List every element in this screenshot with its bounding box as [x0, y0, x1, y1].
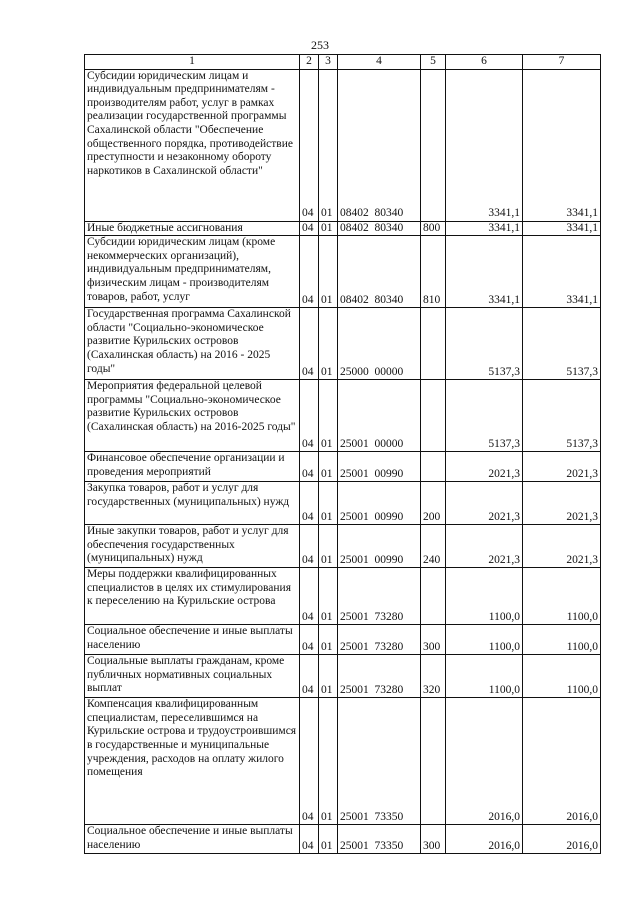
row-name-cell: Финансовое обеспечение организации и проведения мероприятий	[85, 452, 300, 482]
row-name-cell: Субсидии юридическим лицам (кроме некоммерческих организаций), индивидуальным предпринимателям, физическим лицам - производителям товаров, работ, услуг	[85, 236, 300, 308]
header-cell: 7	[523, 55, 601, 70]
row-target-article-cell: 25001 00990	[338, 525, 421, 568]
row-expense-type-cell: 320	[421, 655, 446, 698]
row-name-cell: Социальное обеспечение и иные выплаты населению	[85, 625, 300, 655]
row-target-article-cell: 25001 00000	[338, 380, 421, 452]
row-expense-type-cell	[421, 698, 446, 825]
row-section-cell: 04	[300, 625, 319, 655]
row-target-article-cell: 25001 73280	[338, 568, 421, 625]
row-target-article-cell: 08402 80340	[338, 69, 421, 221]
row-subsection-cell: 01	[319, 525, 338, 568]
row-name-cell: Субсидии юридическим лицам и индивидуальным предпринимателям - производителям работ, услуг в рамках реализации государственной программы Сахалинской области "Обеспечение общественного порядка, противодействие преступности и незаконному обороту наркотиков в Сахалинской области"	[85, 69, 300, 221]
table-row	[85, 655, 601, 698]
row-amount-cell: 2021,3	[446, 452, 523, 482]
row-amount-cell: 2021,3	[446, 482, 523, 525]
row-amount-cell: 5137,3	[523, 380, 601, 452]
row-subsection-cell: 01	[319, 69, 338, 221]
row-amount-cell: 3341,1	[523, 236, 601, 308]
row-subsection-cell: 01	[319, 698, 338, 825]
row-expense-type-cell	[421, 69, 446, 221]
table-row	[85, 568, 601, 625]
row-section-cell: 04	[300, 825, 319, 854]
row-amount-cell: 2021,3	[446, 525, 523, 568]
row-target-article-cell: 08402 80340	[338, 221, 421, 236]
row-amount-cell: 1100,0	[446, 655, 523, 698]
row-amount-cell: 2016,0	[523, 825, 601, 854]
row-section-cell: 04	[300, 698, 319, 825]
row-name-cell: Социальные выплаты гражданам, кроме публичных нормативных социальных выплат	[85, 655, 300, 698]
row-subsection-cell: 01	[319, 625, 338, 655]
row-section-cell: 04	[300, 525, 319, 568]
row-subsection-cell: 01	[319, 482, 338, 525]
table-row	[85, 236, 601, 308]
table-row	[85, 825, 601, 854]
row-expense-type-cell: 800	[421, 221, 446, 236]
row-amount-cell: 2021,3	[523, 452, 601, 482]
row-amount-cell: 1100,0	[523, 568, 601, 625]
table-row	[85, 698, 601, 825]
row-subsection-cell: 01	[319, 655, 338, 698]
row-amount-cell: 3341,1	[446, 221, 523, 236]
row-target-article-cell: 25000 00000	[338, 308, 421, 380]
budget-table	[84, 54, 601, 854]
row-amount-cell: 3341,1	[523, 69, 601, 221]
row-amount-cell: 2016,0	[523, 698, 601, 825]
row-subsection-cell: 01	[319, 825, 338, 854]
row-subsection-cell: 01	[319, 568, 338, 625]
row-subsection-cell: 01	[319, 236, 338, 308]
header-cell: 1	[85, 55, 300, 70]
row-amount-cell: 1100,0	[446, 625, 523, 655]
row-amount-cell: 3341,1	[446, 69, 523, 221]
row-expense-type-cell: 200	[421, 482, 446, 525]
row-section-cell: 04	[300, 236, 319, 308]
row-amount-cell: 2016,0	[446, 825, 523, 854]
row-expense-type-cell: 300	[421, 625, 446, 655]
row-name-cell: Иные закупки товаров, работ и услуг для обеспечения государственных (муниципальных) нужд	[85, 525, 300, 568]
row-section-cell: 04	[300, 308, 319, 380]
row-target-article-cell: 25001 73280	[338, 655, 421, 698]
table-row	[85, 69, 601, 221]
row-amount-cell: 3341,1	[523, 221, 601, 236]
row-name-cell: Компенсация квалифицированным специалистам, переселившимся на Курильские острова и трудоустроившимся в государственные и муниципальные учреждения, расходов на оплату жилого помещения	[85, 698, 300, 825]
row-amount-cell: 5137,3	[446, 308, 523, 380]
header-cell: 5	[421, 55, 446, 70]
header-cell: 2	[300, 55, 319, 70]
header-cell: 4	[338, 55, 421, 70]
row-name-cell: Иные бюджетные ассигнования	[85, 221, 300, 236]
row-name-cell: Мероприятия федеральной целевой программы "Социально-экономическое развитие Курильских островов (Сахалинская область) на 2016-2025 годы"	[85, 380, 300, 452]
row-subsection-cell: 01	[319, 221, 338, 236]
header-cell: 6	[446, 55, 523, 70]
row-section-cell: 04	[300, 69, 319, 221]
row-expense-type-cell: 810	[421, 236, 446, 308]
row-target-article-cell: 25001 00990	[338, 482, 421, 525]
table-row	[85, 380, 601, 452]
row-expense-type-cell: 300	[421, 825, 446, 854]
table-row	[85, 452, 601, 482]
row-target-article-cell: 25001 00990	[338, 452, 421, 482]
row-expense-type-cell	[421, 452, 446, 482]
row-amount-cell: 2016,0	[446, 698, 523, 825]
page-number: 253	[311, 38, 329, 52]
table-row	[85, 525, 601, 568]
row-target-article-cell: 25001 73350	[338, 825, 421, 854]
row-section-cell: 04	[300, 452, 319, 482]
row-section-cell: 04	[300, 380, 319, 452]
row-section-cell: 04	[300, 221, 319, 236]
row-amount-cell: 5137,3	[446, 380, 523, 452]
row-amount-cell: 1100,0	[523, 655, 601, 698]
row-amount-cell: 5137,3	[523, 308, 601, 380]
row-section-cell: 04	[300, 655, 319, 698]
table-row	[85, 625, 601, 655]
table-row	[85, 308, 601, 380]
row-subsection-cell: 01	[319, 380, 338, 452]
row-amount-cell: 1100,0	[523, 625, 601, 655]
row-expense-type-cell	[421, 380, 446, 452]
row-amount-cell: 3341,1	[446, 236, 523, 308]
row-section-cell: 04	[300, 568, 319, 625]
row-name-cell: Меры поддержки квалифицированных специалистов в целях их стимулирования к переселению на Курильские острова	[85, 568, 300, 625]
row-target-article-cell: 25001 73280	[338, 625, 421, 655]
header-cell: 3	[319, 55, 338, 70]
table-header-row	[85, 55, 601, 70]
row-target-article-cell: 25001 73350	[338, 698, 421, 825]
row-amount-cell: 2021,3	[523, 525, 601, 568]
row-subsection-cell: 01	[319, 452, 338, 482]
row-name-cell: Закупка товаров, работ и услуг для государственных (муниципальных) нужд	[85, 482, 300, 525]
row-subsection-cell: 01	[319, 308, 338, 380]
row-name-cell: Государственная программа Сахалинской области "Социально-экономическое развитие Курильских островов (Сахалинская область) на 2016 - 2025 годы"	[85, 308, 300, 380]
row-amount-cell: 1100,0	[446, 568, 523, 625]
row-expense-type-cell: 240	[421, 525, 446, 568]
table-row	[85, 482, 601, 525]
row-amount-cell: 2021,3	[523, 482, 601, 525]
row-expense-type-cell	[421, 308, 446, 380]
row-section-cell: 04	[300, 482, 319, 525]
row-name-cell: Социальное обеспечение и иные выплаты населению	[85, 825, 300, 854]
row-target-article-cell: 08402 80340	[338, 236, 421, 308]
table-row	[85, 221, 601, 236]
row-expense-type-cell	[421, 568, 446, 625]
